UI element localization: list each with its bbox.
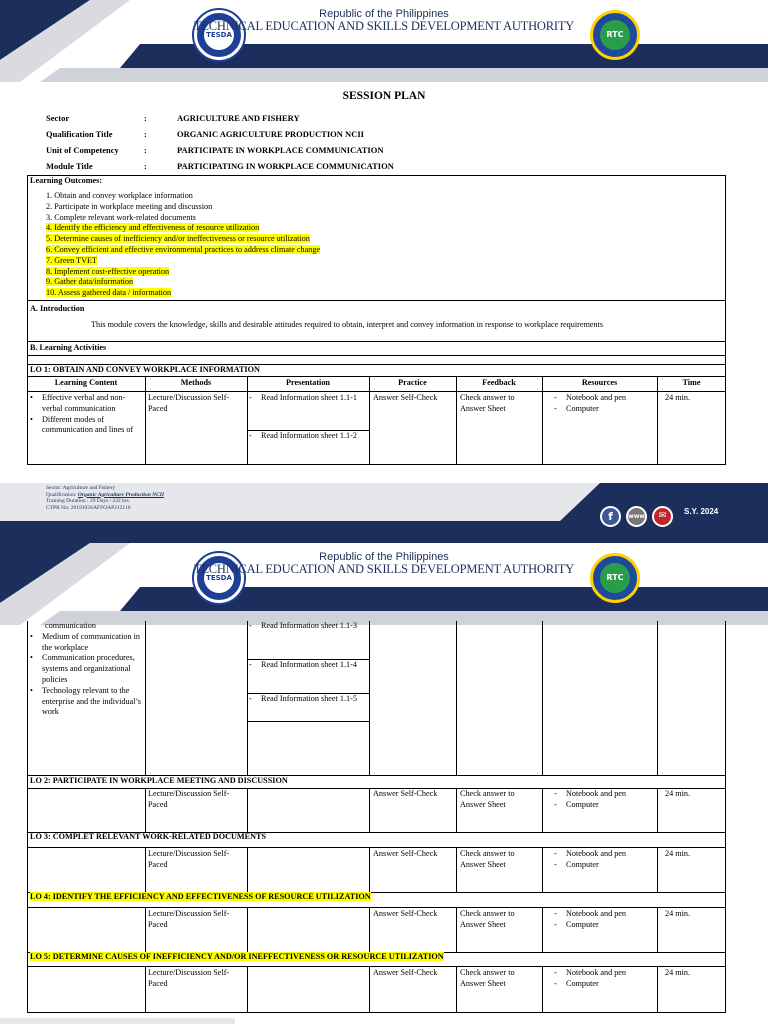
- list-item: 4. Identify the efficiency and effectiveness of resource utilization: [46, 223, 260, 233]
- meta-labels: Sector Qualification Title Unit of Competency Module Title: [46, 113, 119, 171]
- list-item: 2. Participate in workplace meeting and discussion: [46, 201, 213, 211]
- web-icon[interactable]: www: [626, 506, 647, 527]
- learning-outcomes-list: [46, 191, 320, 299]
- list-item: • Communication procedures, systems and organizational policies: [27, 653, 145, 685]
- list-item: 3. Complete relevant work-related documents: [46, 212, 196, 222]
- email-icon[interactable]: ✉: [652, 506, 673, 527]
- list-item: 6. Convey efficient and effective environmental practices to address climate change: [46, 244, 321, 254]
- lo3-label: LO 3: COMPLET RELEVANT WORK-RELATED DOCUMENTS: [30, 832, 267, 841]
- republic-heading: Republic of the Philippines: [319, 551, 449, 563]
- tesda-seal-left: TESDA: [194, 553, 244, 603]
- meta-values: AGRICULTURE AND FISHERY ORGANIC AGRICULTURE PRODUCTION NCII PARTICIPATE IN WORKPLACE COMMUNICATION PARTICIPATING IN WORKPLACE COMMUNICATION: [177, 113, 394, 171]
- lo1-resources: - Notebook and pen - Computer: [550, 393, 655, 415]
- list-item: 1. Obtain and convey workplace information: [46, 191, 193, 200]
- list-item: • Different modes of communication and lines of: [27, 415, 145, 437]
- table-row: Lecture/Discussion Self-Paced Answer Self-Check Check answer to Answer Sheet - Notebook and pen - Computer 24 min.: [27, 907, 726, 952]
- list-item: 7. Green TVET: [46, 255, 98, 265]
- agency-heading: TECHNICAL EDUCATION AND SKILLS DEVELOPMENT AUTHORITY: [193, 19, 575, 33]
- intro-text: This module covers the knowledge, skills and desirable attitudes required to obtain, interpret and convey information in response to workplace requirements: [91, 320, 604, 329]
- learning-outcomes-label: Learning Outcomes:: [30, 176, 103, 185]
- meta-colons: : : : :: [144, 113, 147, 171]
- list-item: 5. Determine causes of inefficiency and/or ineffectiveness or resource utilization: [46, 234, 310, 244]
- list-item: • Effective verbal and non-verbal communication: [27, 393, 145, 415]
- lo1-practice: Answer Self-Check: [373, 393, 438, 402]
- tesda-seal-left: TESDA: [194, 10, 244, 60]
- lo1-presentation-3: - Read Information sheet 1.1-3: [247, 621, 369, 632]
- lo1-content-page2: communication • Medium of communication in the workplace • Communication procedures, systems and organizational policies • Technology relevant to the enterprise and the individual’s work: [27, 621, 145, 718]
- lo2-label: LO 2: PARTICIPATE IN WORKPLACE MEETING AND DISCUSSION: [30, 776, 288, 785]
- lo1-presentation-4: - Read Information sheet 1.1-4: [247, 660, 369, 671]
- document-title: SESSION PLAN: [342, 90, 426, 102]
- intro-label: A. Introduction: [30, 304, 85, 313]
- lo1-presentation-5: - Read Information sheet 1.1-5: [247, 694, 369, 705]
- agency-heading: TECHNICAL EDUCATION AND SKILLS DEVELOPMENT AUTHORITY: [193, 562, 575, 576]
- page2-footer-stub: [0, 1018, 235, 1024]
- list-item: • Medium of communication in the workplace: [27, 632, 145, 654]
- republic-heading: Republic of the Philippines: [319, 8, 449, 20]
- list-item: 10. Assess gathered data / information: [46, 288, 172, 298]
- list-item: • Technology relevant to the enterprise and the individual’s work: [27, 686, 145, 718]
- facebook-icon[interactable]: f: [600, 506, 621, 527]
- rtc-seal-right: RTC: [590, 10, 640, 60]
- activities-label: B. Learning Activities: [30, 343, 107, 352]
- footer-info: Sector: Agriculture and Fishery Qualification: Organic Agriculture Production NCII Training Duration : 29 Days / 232 hrs. CTPR No: 2019103SAFFOAP212110: [46, 485, 165, 511]
- lo1-content-page1: [27, 393, 145, 436]
- lo1-time: 24 min.: [665, 393, 691, 402]
- lo5-label: LO 5: DETERMINE CAUSES OF INEFFICIENCY AND/OR INEFFECTIVENESS OR RESOURCE UTILIZATION: [30, 952, 444, 961]
- list-item: 8. Implement cost-effective operation: [46, 266, 170, 276]
- lo1-label: LO 1: OBTAIN AND CONVEY WORKPLACE INFORMATION: [30, 365, 260, 374]
- center-heading: Regional Training Center – Iligan: [323, 576, 445, 586]
- lo4-label: LO 4: IDENTIFY THE EFFICIENCY AND EFFECTIVENESS OF RESOURCE UTILIZATION: [30, 892, 371, 901]
- lo1-feedback: Check answer to Answer Sheet: [460, 393, 515, 413]
- lo1-presentation-1: - Read Information sheet 1.1-1: [247, 393, 369, 404]
- column-header-row: Learning Content Methods Presentation Practice Feedback Resources Time: [54, 378, 701, 387]
- table-row: Lecture/Discussion Self-Paced Answer Self-Check Check answer to Answer Sheet - Notebook and pen - Computer 24 min.: [27, 847, 726, 892]
- center-heading: Regional Training Center – Iligan: [323, 33, 445, 43]
- table-row: Lecture/Discussion Self-Paced Answer Self-Check Check answer to Answer Sheet - Notebook and pen - Computer 24 min.: [27, 788, 726, 832]
- list-item: 9. Gather data/information: [46, 277, 134, 287]
- lo1-method: Lecture/Discussion Self-Paced: [148, 393, 230, 413]
- school-year: S.Y. 2024: [684, 507, 719, 516]
- table-row: Lecture/Discussion Self-Paced Answer Self-Check Check answer to Answer Sheet - Notebook and pen - Computer 24 min.: [27, 966, 726, 1013]
- lo1-presentation-2: - Read Information sheet 1.1-2: [247, 431, 369, 442]
- rtc-seal-right: RTC: [590, 553, 640, 603]
